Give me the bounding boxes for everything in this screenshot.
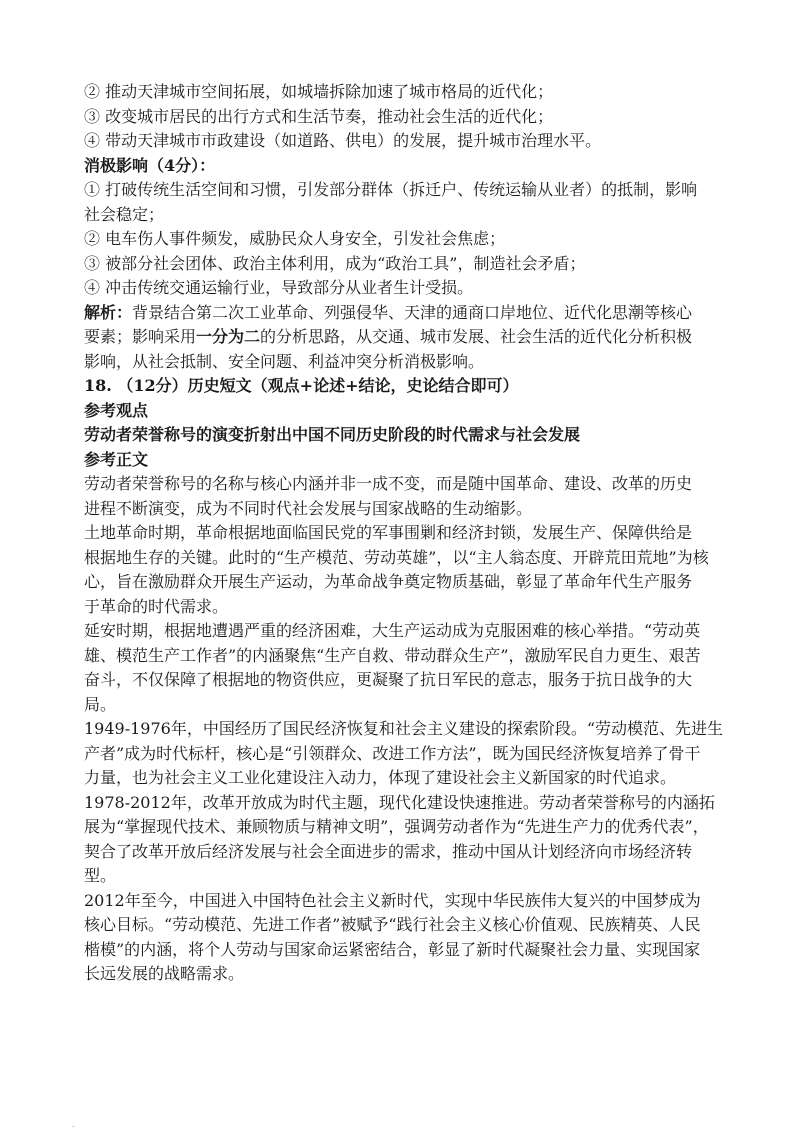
body-line: 1978-2012年，改革开放成为时代主题，现代化建设快速推进。劳动者荣誉称号的内涵拓 xyxy=(84,792,715,812)
document-page xyxy=(84,80,724,987)
positive-effect-3: ③ 改变城市居民的出行方式和生活节奏，推动社会生活的近代化； xyxy=(84,106,554,126)
analysis-text-2b: 的分析思路，从交通、城市发展、社会生活的近代化分析积极 xyxy=(260,327,693,346)
body-line: 核心目标。“劳动模范、先进工作者”被赋予“践行社会主义核心价值观、民族精英、人民 xyxy=(84,915,701,934)
reference-view: 劳动者荣誉称号的演变折射出中国不同历史阶段的时代需求与社会发展 xyxy=(84,425,581,444)
negative-effect-3: ③ 被部分社会团体、政治主体利用，成为“政治工具”，制造社会矛盾； xyxy=(84,253,586,273)
body-line: 进程不断演变，成为不同时代社会发展与国家战略的生动缩影。 xyxy=(84,498,533,518)
body-line: 产者”成为时代标杆，核心是“引领群众、改进工作方法”，既为国民经济恢复培养了骨干 xyxy=(84,743,701,763)
analysis-emphasis: 一分为二 xyxy=(196,327,261,346)
negative-effects-heading: 消极影响（4分）： xyxy=(84,155,216,175)
analysis-text-1: 背景结合第二次工业革命、列强侵华、天津的通商口岸地位、近代化思潮等核心 xyxy=(132,302,693,322)
body-line: 2012年至今，中国进入中国特色社会主义新时代，实现中华民族伟大复兴的中国梦成为 xyxy=(84,890,701,910)
body-line: 奋斗，不仅保障了根据地的物资供应，更凝聚了抗日军民的意志，服务于抗日战争的大 xyxy=(84,670,693,689)
analysis-text-2a: 要素；影响采用 xyxy=(84,327,197,346)
body-line: 楷模”的内涵，将个人劳动与国家命运紧密结合，彰显了新时代凝聚社会力量、实现国家 xyxy=(84,939,701,959)
analysis-line-3: 影响，从社会抵制、安全问题、利益冲突分析消极影响。 xyxy=(84,351,485,371)
positive-effect-4: ④ 带动天津城市市政建设（如道路、供电）的发展，提升城市治理水平。 xyxy=(84,131,602,150)
body-line: 力量，也为社会主义工业化建设注入动力，体现了建设社会主义新国家的时代追求。 xyxy=(84,768,677,787)
body-line: 长远发展的战略需求。 xyxy=(84,964,245,983)
body-line: 局。 xyxy=(84,694,117,714)
body-line: 劳动者荣誉称号的名称与核心内涵并非一成不变，而是随中国革命、建设、改革的历史 xyxy=(84,474,693,493)
negative-effect-1: ① 打破传统生活空间和习惯，引发部分群体（拆迁户、传统运输从业者）的抵制，影响 xyxy=(84,180,698,199)
negative-effect-2: ② 电车伤人事件频发，威胁民众人身安全，引发社会焦虑； xyxy=(84,229,506,248)
footer-dot: . xyxy=(72,1120,75,1129)
question-18-heading: 18. （12分）历史短文（观点+论述+结论，史论结合即可） xyxy=(84,376,519,395)
negative-effect-1-cont: 社会稳定； xyxy=(84,204,165,224)
body-line: 雄、模范生产工作者”的内涵聚焦“生产自救、带动群众生产”，激励军民自力更生、艰苦 xyxy=(84,645,701,665)
body-line: 土地革命时期，革命根据地面临国民党的军事围剿和经济封锁，发展生产、保障供给是 xyxy=(84,523,693,542)
body-line: 型。 xyxy=(84,866,117,885)
analysis-line-1 xyxy=(84,301,724,326)
body-line: 延安时期，根据地遭遇严重的经济困难，大生产运动成为克服困难的核心举措。“劳动英 xyxy=(84,621,701,640)
body-line: 契合了改革开放后经济发展与社会全面进步的需求，推动中国从计划经济向市场经济转 xyxy=(84,841,693,861)
body-line: 根据地生存的关键。此时的“生产模范、劳动英雄”，以“主人翁态度、开辟荒田荒地”为核 xyxy=(84,547,709,567)
body-line: 心，旨在激励群众开展生产运动，为革命战争奠定物质基础，彰显了革命年代生产服务 xyxy=(84,572,693,591)
reference-text-label: 参考正文 xyxy=(84,449,149,469)
body-line: 于革命的时代需求。 xyxy=(84,596,229,616)
analysis-line-2 xyxy=(84,325,724,350)
negative-effect-4: ④ 冲击传统交通运输行业，导致部分从业者生计受损。 xyxy=(84,278,474,297)
analysis-label: 解析： xyxy=(84,302,133,322)
body-line: 展为“掌握现代技术、兼顾物质与精神文明”，强调劳动者作为“先进生产力的优秀代表”， xyxy=(84,817,709,836)
positive-effect-2: ② 推动天津城市空间拓展，如城墙拆除加速了城市格局的近代化； xyxy=(84,82,554,101)
reference-view-label: 参考观点 xyxy=(84,400,149,420)
body-line: 1949-1976年，中国经历了国民经济恢复和社会主义建设的探索阶段。“劳动模范、先进生 xyxy=(84,719,724,738)
